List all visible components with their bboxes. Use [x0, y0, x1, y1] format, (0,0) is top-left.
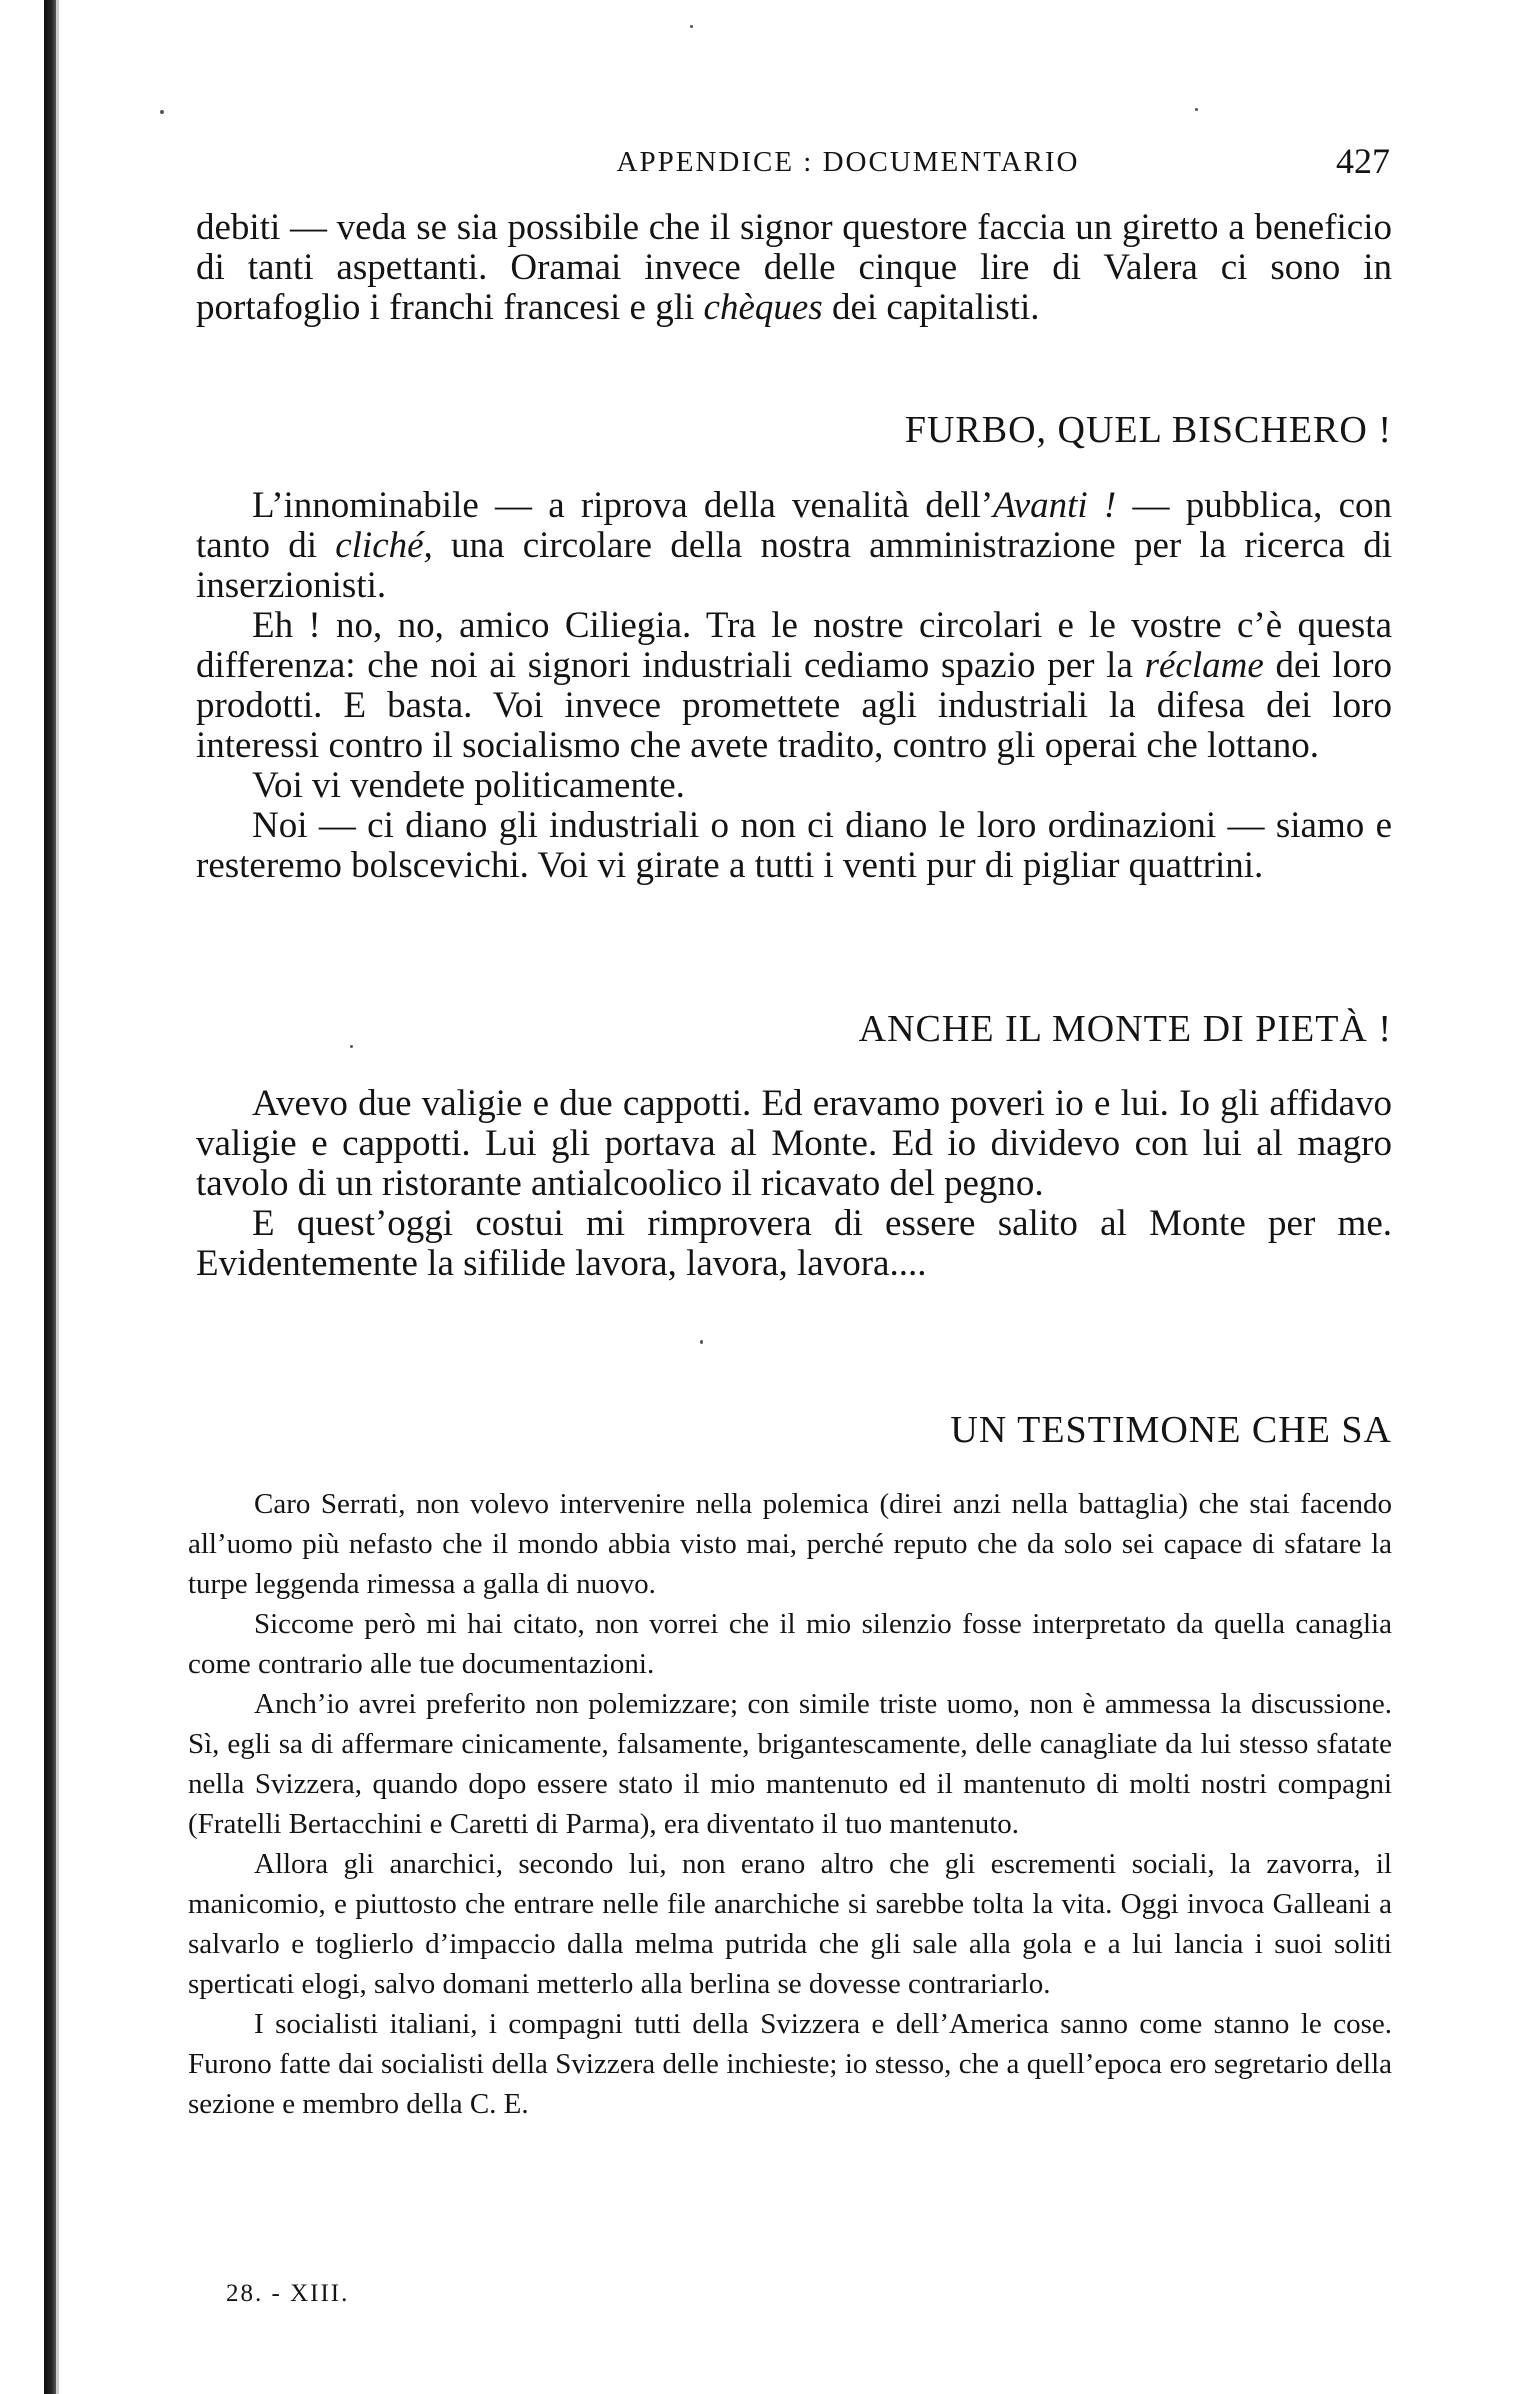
letter-paragraph-1: Caro Serrati, non volevo intervenire nella polemica (direi anzi nella battaglia) che stai facendo all’uomo più nefasto che il mondo abbia visto mai, perché reputo che da solo sei capace di sfatare la turpe leggenda rimessa a galla di nuovo. [188, 1488, 1392, 1600]
letter-paragraph-2: Siccome però mi hai citato, non vorrei che il mio silenzio fosse interpretato da quella canaglia come contrario alle tue documentazioni. [188, 1608, 1392, 1680]
book-page [188, 0, 1400, 2394]
intro-italic: chèques [703, 287, 823, 328]
section1-paragraph-3: Voi vi vendete politicamente. [252, 765, 685, 806]
section1-paragraph-2 [196, 606, 1392, 766]
section1-paragraph-1 [196, 486, 1392, 606]
footer-signature: 28. - XIII. [226, 2280, 350, 2307]
s1-p1-a: L’innominabile — a riprova della venalità dell’ [252, 485, 994, 526]
letter-paragraph-5: I socialisti italiani, i compagni tutti della Svizzera e dell’America sanno come stanno le cose. Furono fatte dai socialisti della Svizzera delle inchieste; io stesso, che a quell’epoca ero segretario della sezione e membro della C. E. [188, 2008, 1392, 2120]
scan-speck [690, 25, 693, 28]
s1-p1-d: cliché, [335, 525, 433, 566]
book-spine-shadow [44, 0, 56, 2394]
scan-speck [160, 110, 164, 114]
book-spine-edge [56, 0, 59, 2394]
letter-paragraph-4: Allora gli anarchici, secondo lui, non erano altro che gli escrementi sociali, la zavorra, il manicomio, e piuttosto che entrare nelle file anarchiche si sarebbe tolta la vita. Oggi invoca Galleani a salvarlo e toglierlo d’impaccio dalla melma putrida che gli sale alla gola e a lui lancia i suoi soliti sperticati elogi, salvo domani metterlo alla berlina se dovesse contrariarlo. [188, 1848, 1392, 2000]
s1-p2-b: réclame [1144, 645, 1264, 686]
letter-paragraph-3: Anch’io avrei preferito non polemizzare; con simile triste uomo, non è ammessa la discussione. Sì, egli sa di affermare cinicamente, falsamente, brigantescamente, delle canagliate da lui stesso sfatate nella Svizzera, quando dopo essere stato il mio mantenuto ed il mantenuto di molti nostri compagni (Fratelli Bertacchini e Caretti di Parma), era diventato il tuo mantenuto. [188, 1688, 1392, 1840]
scan-speck [700, 1340, 703, 1344]
section2-paragraph-2: E quest’oggi costui mi rimprovera di essere salito al Monte per me. Evidentemente la sifilide lavora, lavora, lavora.... [196, 1203, 1392, 1284]
s1-p2-c: dei loro prodotti. E basta. Voi invece promettete agli industriali la difesa dei loro interessi contro il socialismo che avete tradito, contro gli operai che lottano. [196, 645, 1392, 766]
running-head [196, 140, 1400, 184]
intro-text-before: debiti — veda se sia possibile che il signor questore faccia un giretto a beneficio di tanti aspettanti. Oramai invece delle cinque lire di Valera ci sono in portafoglio i franchi francesi e gli [196, 207, 1392, 328]
section1-paragraph-4: Noi — ci diano gli industriali o non ci diano le loro ordinazioni — siamo e resteremo bolscevichi. Voi vi girate a tutti i venti pur di pigliar quattrini. [196, 805, 1392, 886]
scan-speck [1195, 108, 1198, 111]
section2-paragraph-1: Avevo due valigie e due cappotti. Ed eravamo poveri io e lui. Io gli affidavo valigie e cappotti. Lui gli portava al Monte. Ed io dividevo con lui al magro tavolo di un ristorante antialcoolico il ricavato del pegno. [196, 1083, 1392, 1204]
s1-p1-c: — pubblica, con tanto di [196, 485, 1392, 566]
s1-p1-e: una circolare della nostra amministrazione per la ricerca di inserzionisti. [196, 525, 1392, 606]
s1-p2-a: Eh ! no, no, amico Ciliegia. Tra le nostre circolari e le vostre c’è questa differenza: che noi ai signori industriali cediamo spazio per la [196, 605, 1392, 686]
section-heading-furbo: FURBO, QUEL BISCHERO ! [904, 409, 1392, 451]
page-number: 427 [1336, 141, 1390, 181]
intro-paragraph [196, 208, 1392, 328]
intro-block [196, 208, 1392, 328]
section2-body [196, 1084, 1392, 1284]
section1-body [196, 486, 1392, 886]
running-head-title: APPENDICE : DOCUMENTARIO [616, 146, 1080, 178]
intro-text-after: dei capitalisti. [822, 287, 1040, 328]
s1-p1-b: Avanti ! [993, 485, 1117, 526]
section-heading-testimone: UN TESTIMONE CHE SA [950, 1409, 1392, 1451]
scan-speck [350, 1045, 353, 1048]
section3-letter [188, 1484, 1392, 2124]
section-heading-monte: ANCHE IL MONTE DI PIETÀ ! [858, 1008, 1392, 1050]
